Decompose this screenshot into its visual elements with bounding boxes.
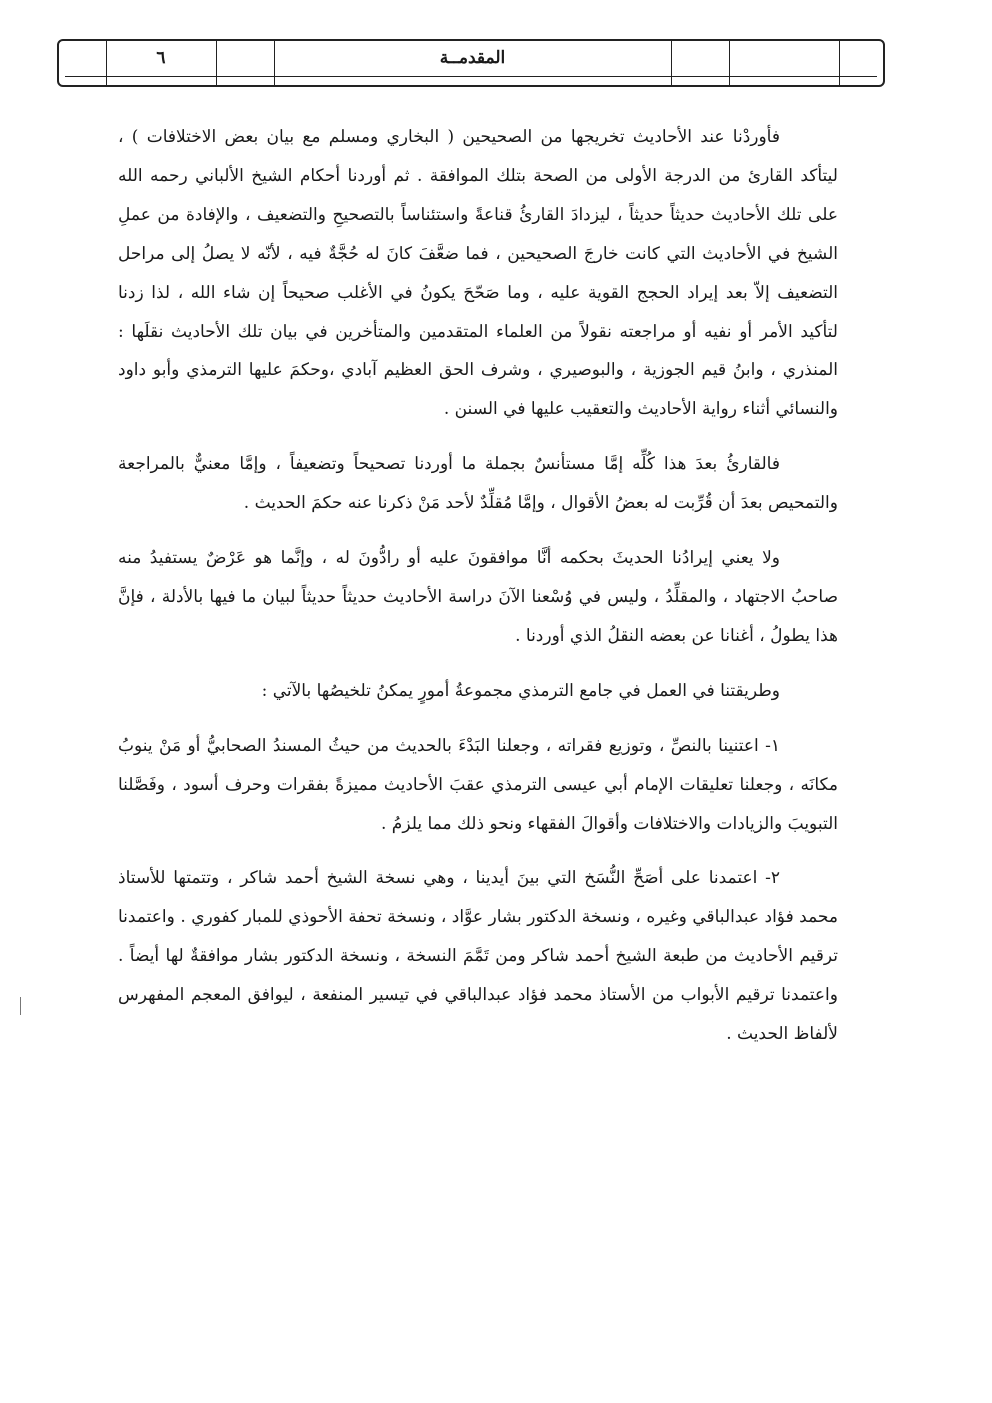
header-underline <box>65 76 877 77</box>
paragraph-2: فالقارئُ بعدَ هذا كُلِّه إمَّا مستأنسٌ بجملة ما أوردنا تصحيحاً وتضعيفاً ، وإمَّا معنيٌّ بالمراجعة والتمحيص بعدَ أن قُرِّبت له بعضُ الأقوال ، وإمَّا مُقلِّدٌ لأحد مَنْ ذكرنا عنه حكمَ الحديث . <box>118 454 838 514</box>
header-divider <box>216 41 217 85</box>
paragraph-6-item-2: ٢- اعتمدنا على أصَحِّ النُّسَخ التي بينَ أيدينا ، وهي نسخة الشيخ أحمد شاكر ، وتتمتها للأستاذ محمد فؤاد عبدالباقي وغيره ، ونسخة الدكتور بشار عوَّاد ، ونسخة تحفة الأحوذي للمبار كفوري . واعتمدنا ترقيم الأحاديث من طبعة الشيخ أحمد شاكر ومن تَمَّمَ النسخة ، ونسخة الدكتور بشار موافقةٌ لها أيضاً . واعتمدنا ترقيم الأبواب من الأستاذ محمد فؤاد عبدالباقي في تيسير المنفعة ، ليوافق المعجم المفهرس لألفاظ الحديث . <box>118 868 838 1045</box>
header-divider <box>671 41 672 85</box>
scan-margin-mark <box>20 997 21 1015</box>
header-title: المقدمــة <box>439 48 506 68</box>
paragraph-3: ولا يعني إيرادُنا الحديثَ بحكمه أنَّا موافقونَ عليه أو رادُّونَ له ، وإنَّما هو عَرْضٌ يستفيدُ منه صاحبُ الاجتهاد ، والمقلِّدُ ، وليس في وُسْعنا الآنَ دراسة الأحاديث حديثاً حديثاً لبيان ما فيها بالأدلة ، فإنَّ هذا يطولُ ، أغنانا عن بعضه النقلُ الذي أوردنا . <box>118 548 838 646</box>
paragraph-1: فأوردْنا عند الأحاديث تخريجها من الصحيحين ( البخاري ومسلم مع بيان بعض الاختلافات ) ، ليتأكد القارئ من الدرجة الأولى من الصحة بتلك الموافقة . ثم أوردنا أحكام الشيخ الألباني رحمه الله على تلك الأحاديث حديثاً حديثاً ، ليزدادَ القارئُ قناعةً واستئناساً بالتصحيحِ والتضعيف ، والإفادة من عملِ الشيخ في الأحاديث التي كانت خارجَ الصحيحين ، فما ضعَّفَ كانَ له حُجَّةٌ فيه ، لأنّه لا يصلُ إلى مراحل التضعيف إلاّ بعد إيراد الحجج القوية عليه ، وما صَحّحَ يكونُ في الأغلب صحيحاً إن شاء الله ، لذا زدنا لتأكيد الأمر أو نفيه أو مراجعته نقولاً من العلماء المتقدمين والمتأخرين في بيان تلك الأحاديث نقلَها : المنذري ، وابنُ قيم الجوزية ، والبوصيري ، وشرف الحق العظيم آبادي ،وحكمَ عليها الترمذي وأبو داود والنسائي أثناء رواية الأحاديث والتعقيب عليها في السنن . <box>118 127 838 420</box>
header-divider <box>839 41 840 85</box>
paragraph-4: وطريقتنا في العمل في جامع الترمذي مجموعةُ أمورٍ يمكنُ تلخيصُها بالآتي : <box>261 680 780 701</box>
page-body <box>118 118 838 1054</box>
page-number: ٦ <box>156 48 166 68</box>
header-divider <box>729 41 730 85</box>
paragraph-5-item-1: ١- اعتنينا بالنصِّ ، وتوزيع فقراته ، وجعلنا البَدْءَ بالحديث من حيثُ المسندُ الصحابيُّ أو مَنْ ينوبُ مكانَه ، وجعلنا تعليقات الإمام أبي عيسى الترمذي عقبَ الأحاديث مميزةً بفقرات وحرف أسود ، وفَصَّلنا التبويبَ والزيادات والاختلافات وأقوالَ الفقهاء ونحو ذلك مما يلزمُ . <box>118 735 838 834</box>
page-header <box>57 39 885 87</box>
